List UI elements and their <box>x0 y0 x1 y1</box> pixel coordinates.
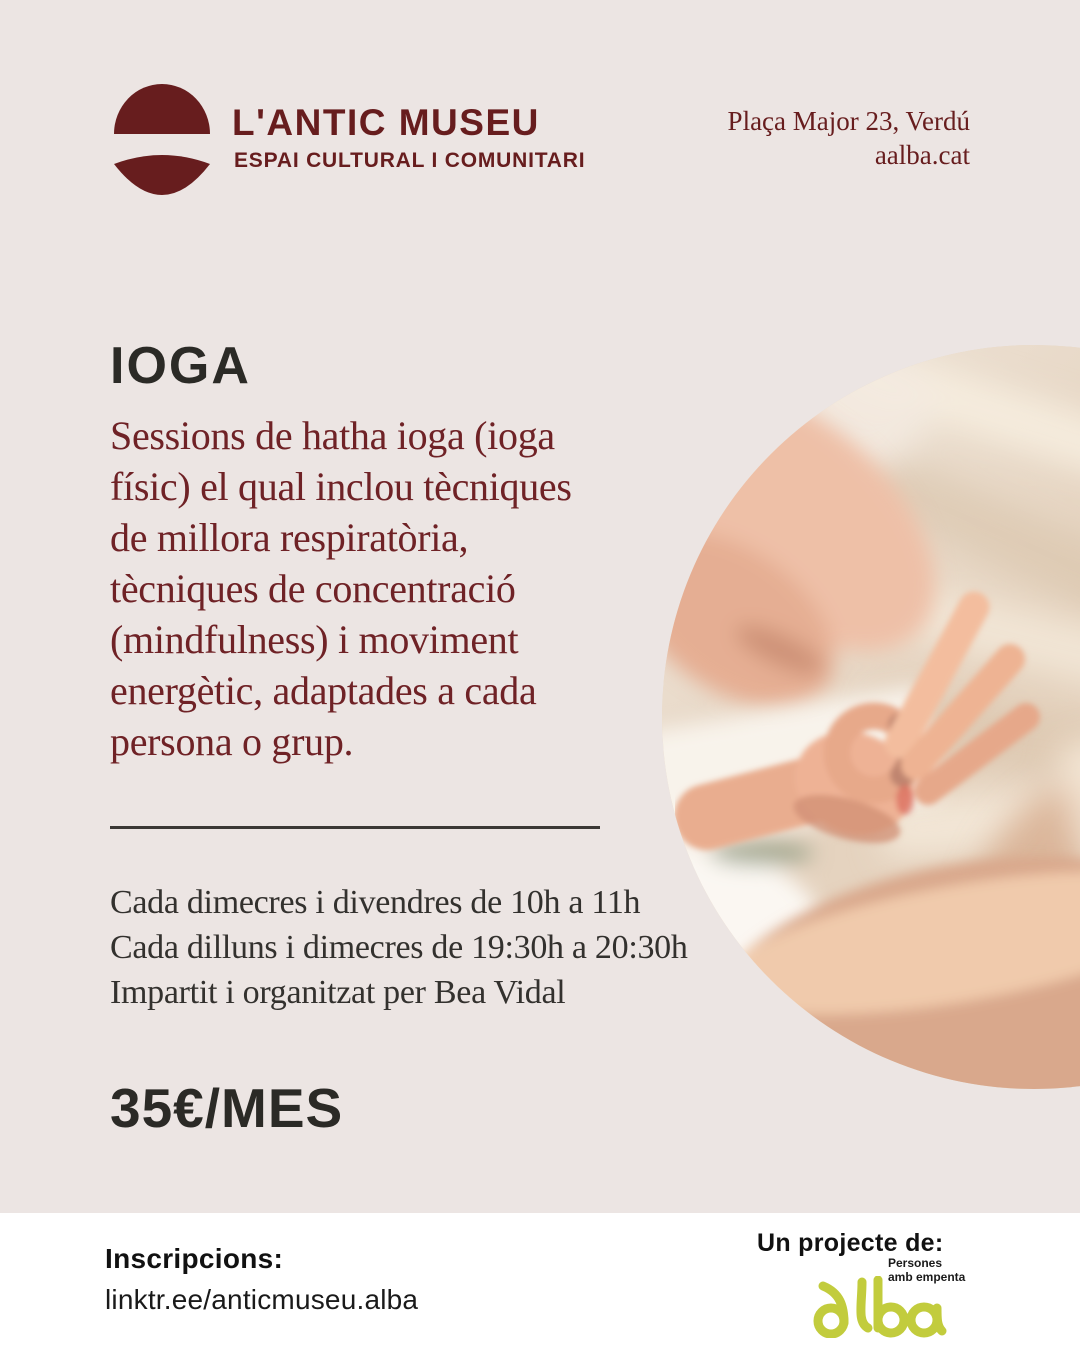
description-text <box>110 410 572 767</box>
price-text: 35€/MES <box>110 1077 344 1139</box>
description-line: (mindfulness) i moviment <box>110 617 519 662</box>
logo-title: L'ANTIC MUSEU <box>232 102 540 143</box>
schedule-line: Cada dilluns i dimecres de 19:30h a 20:30h <box>110 929 688 966</box>
partner-tagline-line: amb empenta <box>888 1270 966 1284</box>
page-title: IOGA <box>110 337 251 395</box>
description-line: energètic, adaptades a cada <box>110 668 537 713</box>
website-link[interactable]: aalba.cat <box>874 140 970 170</box>
inscriptions-link[interactable]: linktr.ee/anticmuseu.alba <box>105 1284 419 1315</box>
schedule-line: Impartit i organitzat per Bea Vidal <box>110 974 566 1011</box>
description-line: Sessions de hatha ioga (ioga <box>110 413 555 458</box>
divider-line <box>110 826 600 829</box>
museum-logo-icon <box>114 84 210 196</box>
logo-subtitle: ESPAI CULTURAL I COMUNITARI <box>234 149 586 172</box>
project-label: Un projecte de: <box>757 1229 944 1257</box>
schedule-line: Cada dimecres i divendres de 10h a 11h <box>110 884 641 921</box>
description-line: físic) el qual inclou tècniques <box>110 464 572 509</box>
partner-tagline-line: Persones <box>888 1256 943 1270</box>
address-line: Plaça Major 23, Verdú <box>727 106 970 136</box>
schedule-block <box>110 880 688 1015</box>
yoga-photo <box>662 345 1080 1089</box>
description-line: de millora respiratòria, <box>110 515 469 560</box>
description-line: tècniques de concentració <box>110 566 516 611</box>
alba-logo-icon <box>812 1276 952 1338</box>
inscriptions-label: Inscripcions: <box>105 1243 284 1274</box>
description-line: persona o grup. <box>110 719 354 764</box>
contact-block <box>728 104 970 172</box>
